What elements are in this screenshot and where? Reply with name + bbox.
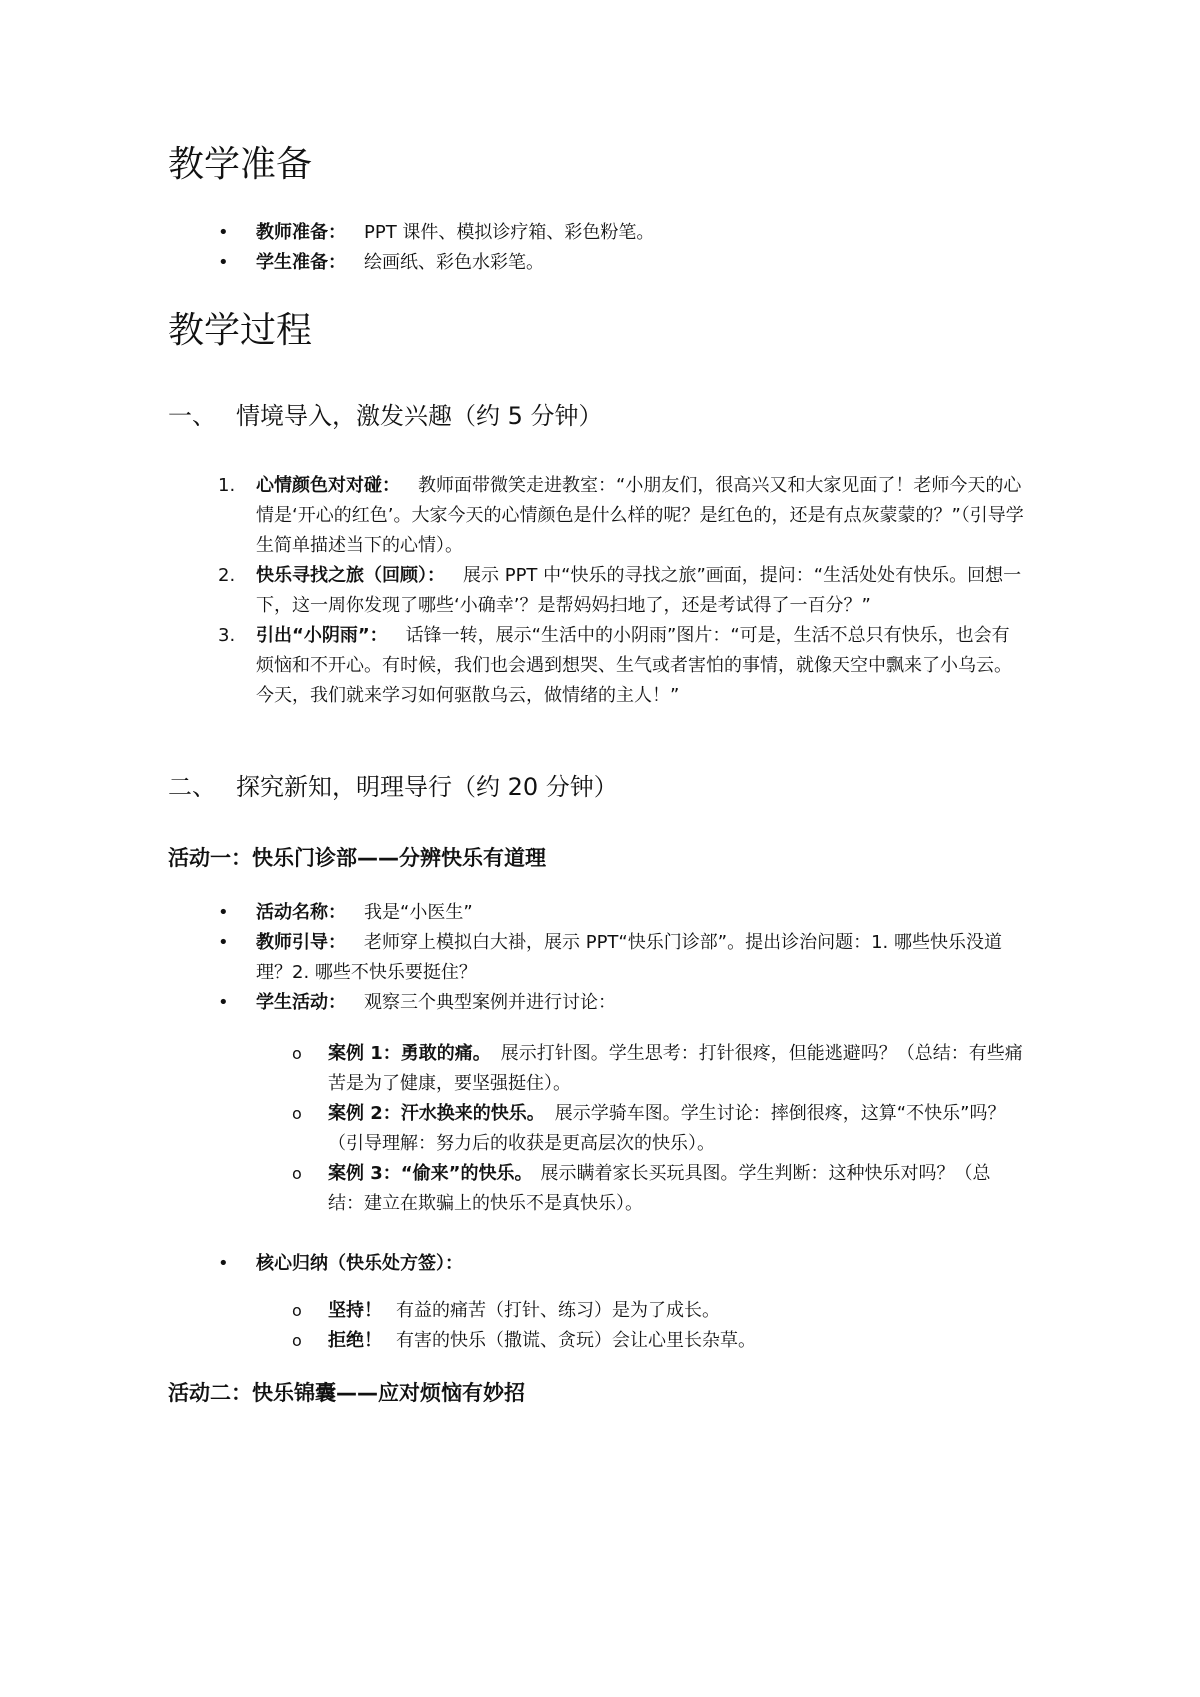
summary-label: 核心归纳（快乐处方签）： (256, 1253, 463, 1274)
item-text: 话锋一转，展示“生活中的小阴雨”图片：“可是，生活不总只有快乐，也会有烦恼和不开心。有时候，我们也会遇到想哭、生气或者害怕的事情，就像天空中飘来了小乌云。今天，我们就来学习如何驱散乌云，做情绪的主人！” (256, 625, 1012, 706)
list-item (0, 1326, 1024, 1356)
part1-heading (168, 400, 1200, 432)
prep-section (0, 143, 1200, 187)
list-item (0, 1039, 1024, 1099)
item-label: 案例 1：勇敢的痛。 (328, 1043, 491, 1064)
item-label: 教师准备： (256, 222, 346, 243)
item-number: 3. (218, 625, 236, 646)
list-item (0, 1159, 1024, 1219)
item-label: 拒绝！ (328, 1330, 382, 1351)
bullet-icon: • (218, 992, 229, 1013)
item-text: 我是“小医生” (364, 902, 473, 923)
list-item (0, 1249, 1024, 1279)
part2-title: 探究新知，明理导行（约 20 分钟） (236, 773, 618, 801)
activity2-heading: 活动二：快乐锦囊——应对烦恼有妙招 (168, 1381, 525, 1405)
list-item (0, 471, 1026, 561)
process-heading: 教学过程 (168, 310, 313, 351)
item-text: 展示打针图。学生思考：打针很疼，但能逃避吗？（总结：有些痛苦是为了健康，要坚强挺住）。 (328, 1043, 1023, 1094)
item-text: 有益的痛苦（打针、练习）是为了成长。 (396, 1300, 720, 1321)
list-item (0, 218, 1024, 248)
item-text: PPT 课件、模拟诊疗箱、彩色粉笔。 (364, 222, 655, 243)
process-section (0, 309, 1200, 353)
list-item (0, 248, 1024, 278)
item-label: 心情颜色对对碰： (256, 475, 400, 496)
bullet-icon: • (218, 902, 229, 923)
item-label: 引出“小阴雨”： (256, 625, 388, 646)
item-text: 绘画纸、彩色水彩笔。 (364, 252, 544, 273)
item-text: 教师面带微笑走进教室：“小朋友们，很高兴又和大家见面了！老师今天的心情是‘开心的红色’。大家今天的心情颜色是什么样的呢？是红色的，还是有点灰蒙蒙的？”（引导学生简单描述当下的心情）。 (256, 475, 1024, 556)
part1-title: 情境导入，激发兴趣（约 5 分钟） (236, 402, 603, 430)
circle-bullet-icon: o (292, 1044, 302, 1063)
case-list (0, 1039, 1200, 1219)
part1-heading-wrap (0, 400, 1200, 432)
item-text: 展示学骑车图。学生讨论：摔倒很疼，这算“不快乐”吗？（引导理解：努力后的收获是更高层次的快乐）。 (328, 1103, 1006, 1154)
item-label: 案例 3：“偷来”的快乐。 (328, 1163, 533, 1184)
item-label: 活动名称： (256, 902, 346, 923)
part1-list (0, 471, 1200, 711)
list-item (0, 898, 1024, 928)
bullet-icon: • (218, 222, 229, 243)
list-item (0, 621, 1026, 711)
list-item (0, 561, 1026, 621)
item-text: 展示瞒着家长买玩具图。学生判断：这种快乐对吗？（总结：建立在欺骗上的快乐不是真快乐）。 (328, 1163, 991, 1214)
part1-number: 一、 (168, 402, 216, 430)
activity1-heading: 活动一：快乐门诊部——分辨快乐有道理 (168, 846, 546, 870)
item-label: 学生准备： (256, 252, 346, 273)
activity1-list (0, 898, 1200, 1018)
item-text: 观察三个典型案例并进行讨论： (364, 992, 616, 1013)
prep-list (0, 218, 1200, 278)
item-label: 快乐寻找之旅（回顾）： (256, 565, 445, 586)
bullet-icon: • (218, 252, 229, 273)
circle-bullet-icon: o (292, 1331, 302, 1350)
activity1-heading-wrap (0, 843, 1200, 873)
activity2-heading-wrap (0, 1378, 1200, 1408)
prescription-list (0, 1296, 1200, 1356)
item-label: 学生活动： (256, 992, 346, 1013)
item-number: 1. (218, 475, 236, 496)
item-text: 老师穿上模拟白大褂，展示 PPT“快乐门诊部”。提出诊治问题：1. 哪些快乐没道理？2. 哪些不快乐要挺住？ (256, 932, 1002, 983)
bullet-icon: • (218, 1253, 229, 1274)
item-label: 教师引导： (256, 932, 346, 953)
item-text: 有害的快乐（撒谎、贪玩）会让心里长杂草。 (396, 1330, 756, 1351)
list-item (0, 928, 1024, 988)
list-item (0, 1099, 1024, 1159)
part2-heading (168, 771, 1200, 803)
bullet-icon: • (218, 932, 229, 953)
part2-number: 二、 (168, 773, 216, 801)
part2-heading-wrap (0, 771, 1200, 803)
list-item (0, 988, 1024, 1018)
item-label: 案例 2：汗水换来的快乐。 (328, 1103, 545, 1124)
list-item (0, 1296, 1024, 1326)
circle-bullet-icon: o (292, 1301, 302, 1320)
circle-bullet-icon: o (292, 1104, 302, 1123)
prep-heading: 教学准备 (168, 144, 313, 185)
circle-bullet-icon: o (292, 1164, 302, 1183)
item-label: 坚持！ (328, 1300, 382, 1321)
summary-list (0, 1249, 1200, 1279)
item-number: 2. (218, 565, 236, 586)
item-text: 展示 PPT 中“快乐的寻找之旅”画面，提问：“生活处处有快乐。回想一下，这一周你发现了哪些‘小确幸’？是帮妈妈扫地了，还是考试得了一百分？” (256, 565, 1022, 616)
